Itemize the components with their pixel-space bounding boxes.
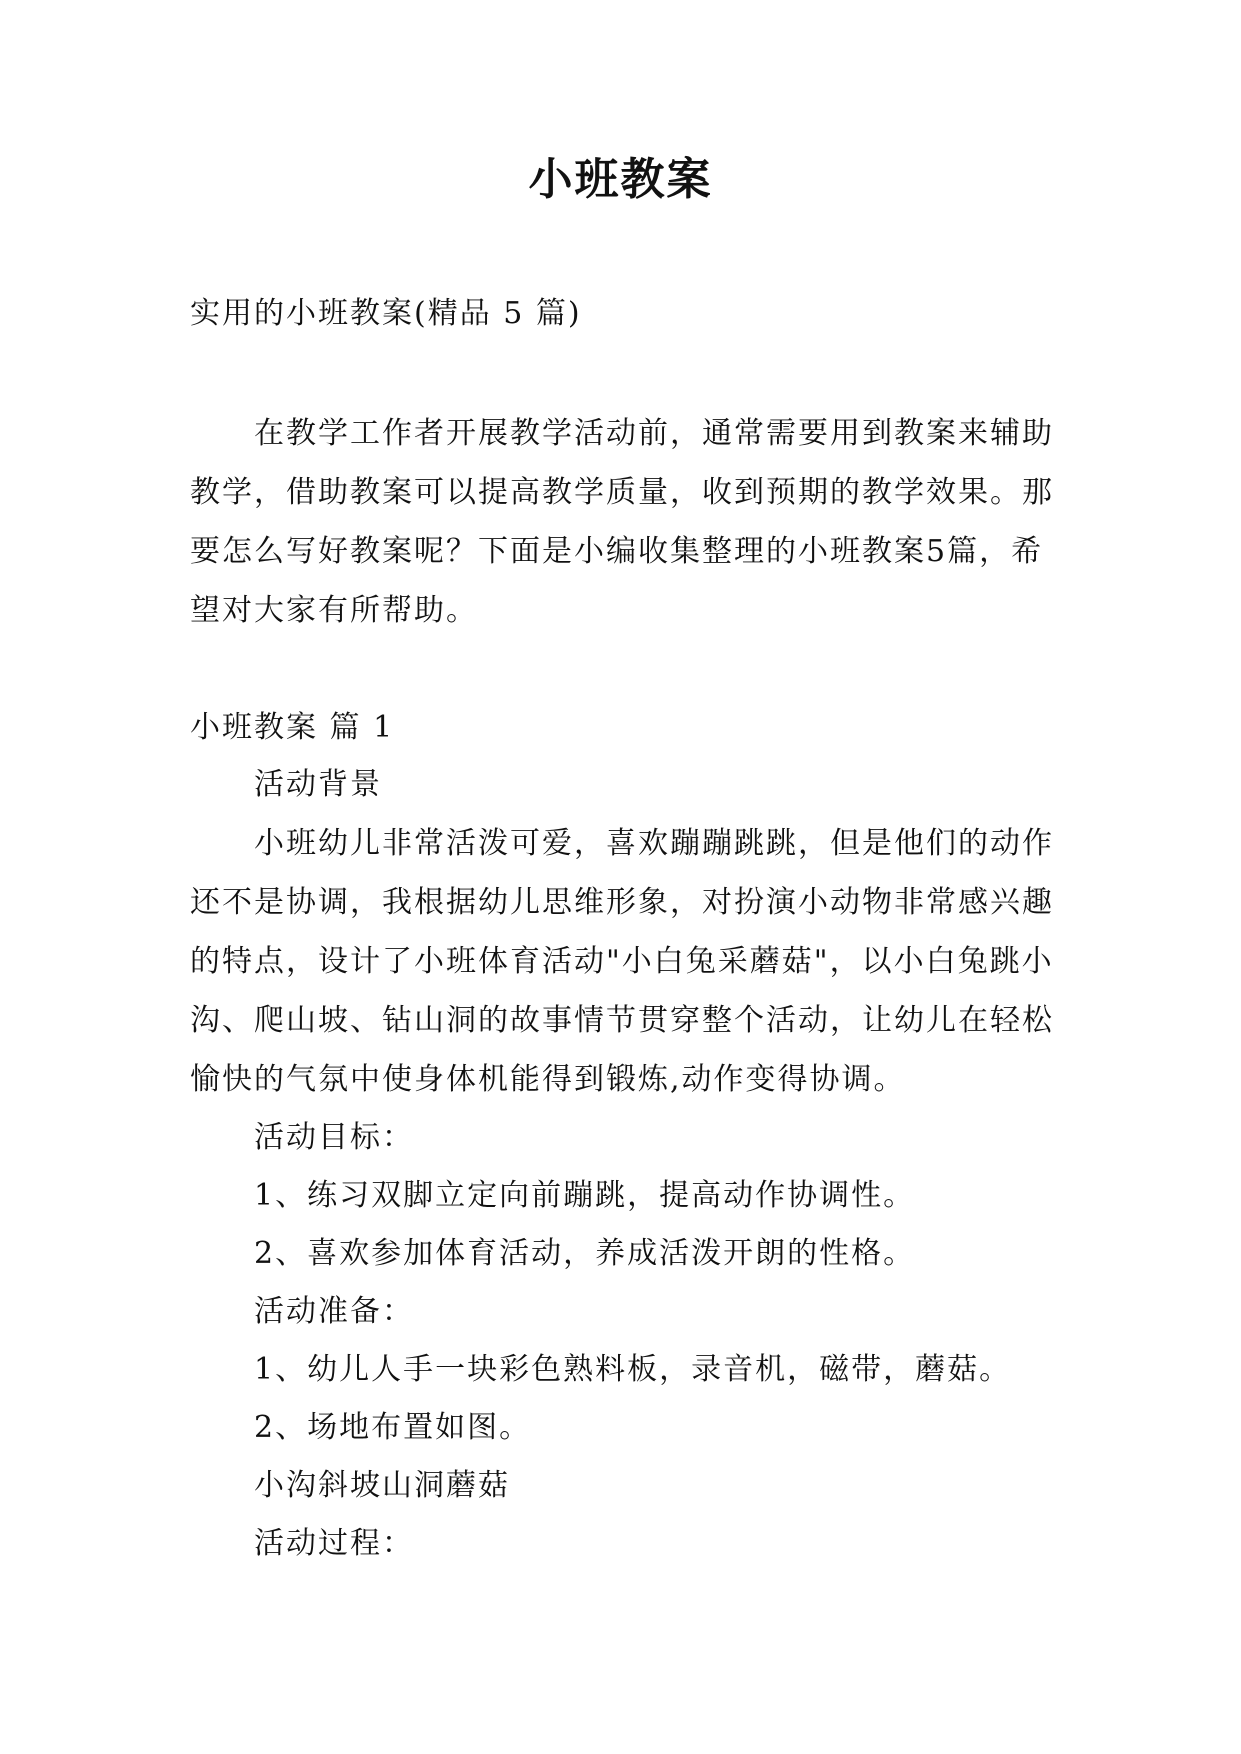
prep-item-1: 1、幼儿人手一块彩色熟料板，录音机，磁带，蘑菇。 [254, 1352, 1012, 1387]
document-subtitle: 实用的小班教案(精品 5 篇) [190, 296, 582, 331]
goal-item-1: 1、练习双脚立定向前蹦跳，提高动作协调性。 [254, 1178, 916, 1213]
process-label: 活动过程： [254, 1526, 414, 1561]
goals-label: 活动目标： [254, 1120, 414, 1155]
background-paragraph: 小班幼儿非常活泼可爱，喜欢蹦蹦跳跳，但是他们的动作还不是协调，我根据幼儿思维形象，对扮演小动物非常感兴趣的特点，设计了小班体育活动"小白兔采蘑菇"，以小白兔跳小沟、爬山坡、钻山洞的故事情节贯穿整个活动，让幼儿在轻松愉快的气氛中使身体机能得到锻炼,动作变得协调。 [190, 826, 1054, 1097]
goal-item-2: 2、喜欢参加体育活动，养成活泼开朗的性格。 [254, 1236, 916, 1271]
prep-item-2: 2、场地布置如图。 [254, 1410, 532, 1445]
section-heading: 小班教案 篇 1 [190, 710, 395, 745]
prep-label: 活动准备： [254, 1294, 414, 1329]
layout-line: 小沟斜坡山洞蘑菇 [254, 1468, 510, 1503]
intro-paragraph: 在教学工作者开展教学活动前，通常需要用到教案来辅助教学，借助教案可以提高教学质量，收到预期的教学效果。那要怎么写好教案呢？下面是小编收集整理的小班教案5篇，希望对大家有所帮助。 [190, 416, 1054, 628]
document-title: 小班教案 [528, 154, 713, 205]
section-1 [190, 700, 1060, 1573]
background-label: 活动背景 [254, 767, 382, 802]
